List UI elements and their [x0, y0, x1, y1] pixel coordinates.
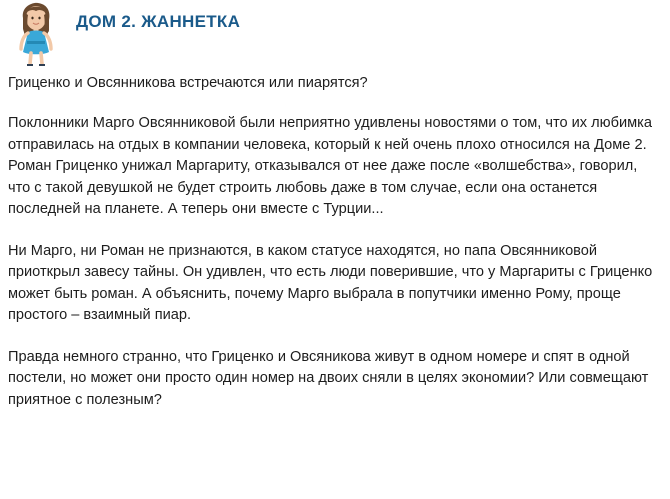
article-body — [8, 74, 662, 411]
site-header — [0, 0, 670, 66]
article-lead: Гриценко и Овсянникова встречаются или пиарятся? — [8, 75, 368, 91]
article-paragraph: Поклонники Марго Овсянниковой были неприятно удивлены новостями о том, что их любимка отправилась на отдых в компании человека, который к ней очень плохо относился на Доме 2. Роман Гриценко унижал Маргариту, отказывался от нее даже после «волшебства», говорил, что с такой девушкой не будет строить любовь даже в том случае, если она останется последней на планете. А теперь они вместе с Турции... — [8, 115, 652, 217]
article-paragraph: Правда немного странно, что Гриценко и Овсяникова живут в одном номере и спят в одной постели, но может они просто один номер на двоих сняли в целях экономии? Или совмещают приятное с полезным? — [8, 348, 649, 408]
article-paragraph: Ни Марго, ни Роман не признаются, в каком статусе находятся, но папа Овсянниковой приоткрыл завесу тайны. Он удивлен, что есть люди поверившие, что у Маргариты с Гриценко может быть роман. А объяснить, почему Марго выбрала в попутчики именно Рому, проще простого – взаимный пиар. — [8, 242, 653, 323]
woman-avatar-icon — [8, 0, 64, 66]
page-title: ДОМ 2. ЖАННЕТКА — [76, 12, 241, 31]
